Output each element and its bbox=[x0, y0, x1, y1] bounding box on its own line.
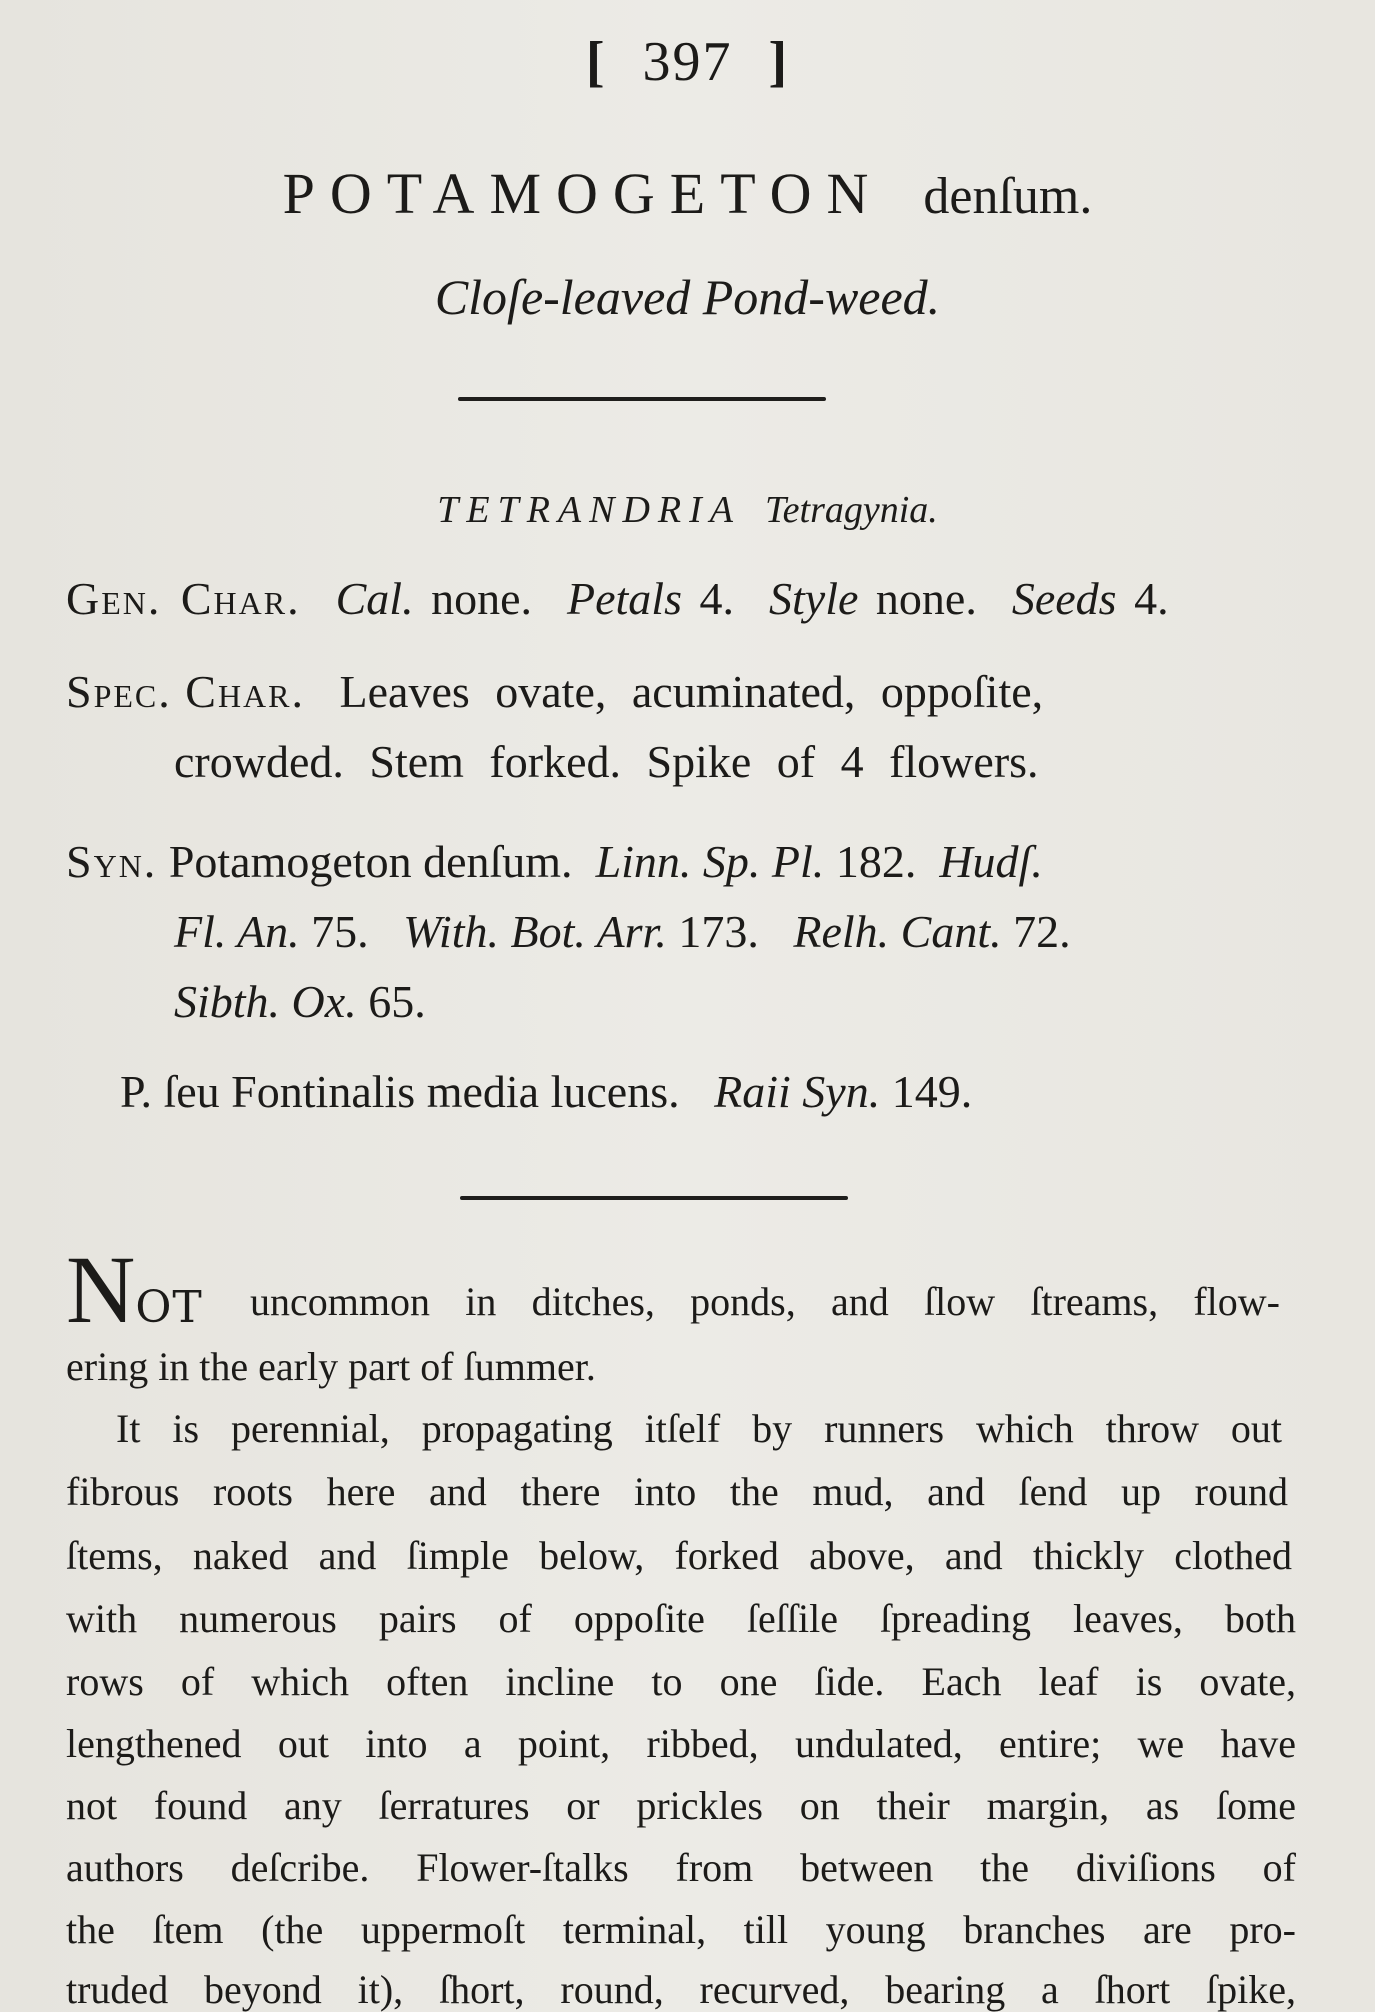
specific-character-line-1 bbox=[66, 665, 1266, 718]
seeds-label: Seeds bbox=[1011, 573, 1117, 624]
syn-ref-sibth-num: 65. bbox=[368, 976, 426, 1027]
synonym-line-3 bbox=[174, 975, 426, 1028]
syn-alt-ref-num: 149. bbox=[891, 1066, 973, 1117]
syn-alt-name: P. ſeu Fontinalis media lucens. bbox=[120, 1066, 680, 1117]
syn-ref-huds: Hudſ. bbox=[939, 836, 1043, 887]
body-text-line-12: truded beyond it), ſhort, round, recurved, bearing a ſhort ſpike, bbox=[66, 1967, 1296, 2012]
bracket-right: ] bbox=[768, 31, 790, 93]
syn-ref-sibth: Sibth. Ox. bbox=[174, 976, 357, 1027]
body-text-line-3: It is perennial, propagating itſelf by runners which throw out bbox=[116, 1406, 1282, 1451]
body-text-line-2: ering in the early part of ſummer. bbox=[66, 1344, 596, 1389]
opening-word-rest: OT bbox=[135, 1282, 203, 1333]
body-text-line-6: with numerous pairs of oppoſite ſeſſile ſpreading leaves, both bbox=[66, 1596, 1296, 1641]
synonym-alt bbox=[120, 1065, 972, 1118]
body-text-line-11: the ſtem (the uppermoſt terminal, till young branches are pro- bbox=[66, 1907, 1296, 1952]
bracket-left: [ bbox=[585, 31, 607, 93]
cal-label: Cal. bbox=[335, 573, 414, 624]
syn-ref-fl-an: Fl. An. bbox=[174, 906, 300, 957]
petals-label: Petals bbox=[567, 573, 682, 624]
class-name: TETRANDRIA bbox=[437, 489, 741, 531]
body-text-line-9: not found any ſerratures or prickles on their margin, as ſome bbox=[66, 1783, 1296, 1828]
body-text-line-7: rows of which often incline to one ſide. Each leaf is ovate, bbox=[66, 1659, 1296, 1704]
common-name: Cloſe-leaved Pond-weed. bbox=[434, 269, 941, 325]
cal-value: none. bbox=[431, 573, 533, 624]
order-name: Tetragynia. bbox=[765, 489, 938, 531]
syn-ref-linn: Linn. Sp. Pl. bbox=[595, 836, 825, 887]
body-text-line-4: fibrous roots here and there into the mud, and ſend up round bbox=[66, 1469, 1288, 1514]
body-text-line-10: authors deſcribe. Flower-ſtalks from between the diviſions of bbox=[66, 1845, 1296, 1890]
generic-character bbox=[66, 572, 1266, 625]
synonym-line-1 bbox=[66, 835, 1266, 888]
drop-cap: N bbox=[66, 1236, 136, 1343]
syn-ref-with: With. Bot. Arr. bbox=[403, 906, 667, 957]
gen-char-label: Gen. Char. bbox=[66, 573, 301, 624]
divider-rule-bottom bbox=[460, 1196, 848, 1200]
species-epithet: denſum. bbox=[923, 168, 1093, 225]
body-text-line-1: uncommon in ditches, ponds, and ſlow ſtreams, flow- bbox=[250, 1279, 1280, 1324]
syn-label: Syn. bbox=[66, 836, 158, 887]
genus-name: POTAMOGETON bbox=[282, 161, 884, 226]
spec-char-text-1: Leaves ovate, acuminated, oppoſite, bbox=[339, 666, 1044, 717]
spec-char-label: Spec. Char. bbox=[66, 666, 306, 717]
syn-alt-ref: Raii Syn. bbox=[714, 1066, 881, 1117]
petals-value: 4. bbox=[699, 573, 734, 624]
syn-ref-fl-an-num: 75. bbox=[311, 906, 369, 957]
syn-name-1: Potamogeton denſum. bbox=[168, 836, 573, 887]
body-line-1 bbox=[66, 1236, 203, 1343]
page-number: 397 bbox=[642, 31, 733, 93]
style-label: Style bbox=[769, 573, 859, 624]
syn-ref-linn-num: 182. bbox=[835, 836, 917, 887]
page-number-header bbox=[0, 30, 1375, 94]
spec-char-text-2: crowded. Stem forked. Spike of 4 flowers. bbox=[174, 736, 1039, 787]
syn-ref-relh: Relh. Cant. bbox=[793, 906, 1002, 957]
divider-rule-top bbox=[458, 397, 826, 401]
style-value: none. bbox=[875, 573, 977, 624]
syn-ref-with-num: 173. bbox=[678, 906, 759, 957]
body-text-line-8: lengthened out into a point, ribbed, undulated, entire; we have bbox=[66, 1721, 1296, 1766]
syn-ref-relh-num: 72. bbox=[1013, 906, 1071, 957]
linnaean-classification bbox=[0, 488, 1375, 532]
synonym-line-2 bbox=[174, 905, 1274, 958]
body-text-line-5: ſtems, naked and ſimple below, forked above, and thickly clothed bbox=[66, 1533, 1292, 1578]
species-title bbox=[0, 160, 1375, 227]
seeds-value: 4. bbox=[1134, 573, 1169, 624]
